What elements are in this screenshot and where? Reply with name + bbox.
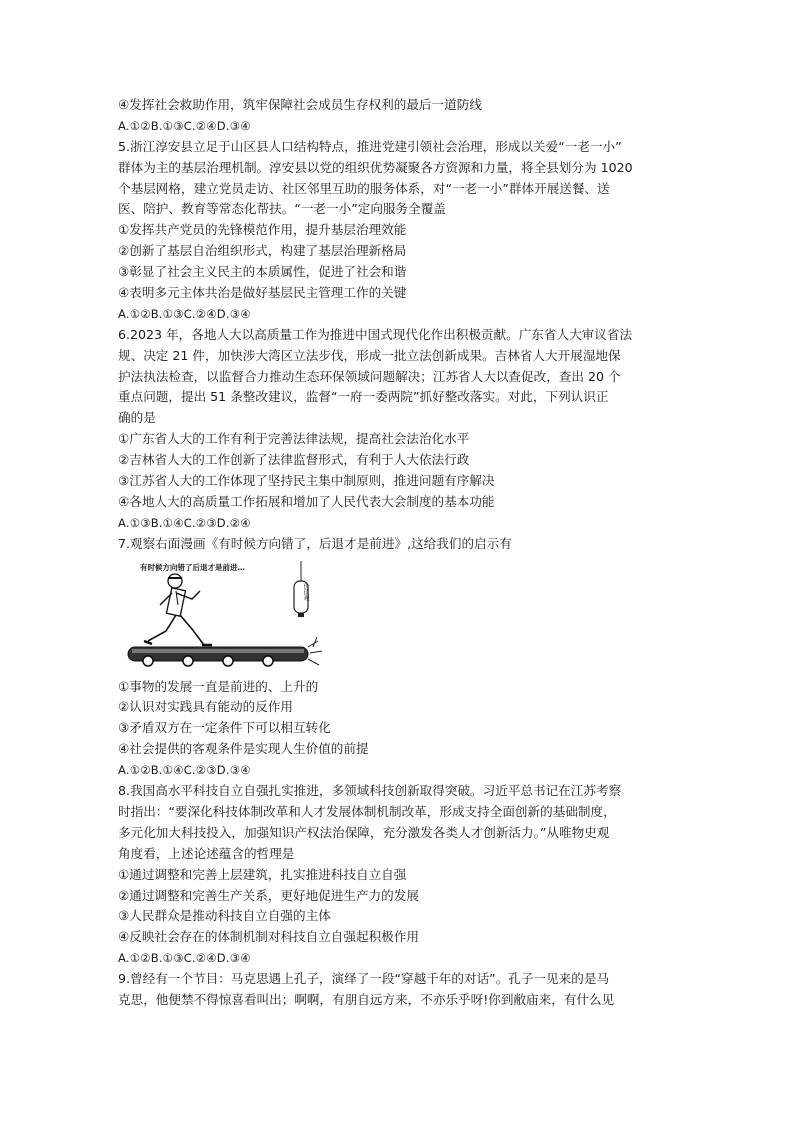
option-line: ①广东省人大的工作有利于完善法律法规，提高社会法治化水平 — [118, 431, 470, 447]
question-6 — [118, 325, 678, 534]
answer-choices: A.①②B.①③C.②④D.③④ — [118, 306, 251, 321]
question-stem: 5.浙江淳安县立足于山区县人口结构特点，推进党建引领社会治理，形成以关爱“一老一小” — [118, 138, 622, 154]
option-line: ④表明多元主体共治是做好基层民主管理工作的关键 — [118, 285, 407, 301]
option-line: ④各地人大的高质量工作拓展和增加了人民代表大会制度的基本功能 — [118, 493, 495, 509]
question-8 — [118, 781, 678, 969]
question-stem: 角度看，上述论述蕴含的哲理是 — [118, 845, 295, 861]
option-line: ②吉林省人大的工作创新了法律监督形式，有利于人大依法行政 — [118, 452, 470, 468]
exam-page — [118, 95, 678, 1011]
question-4-tail — [118, 95, 678, 137]
question-stem: 确的是 — [118, 410, 156, 426]
option-line: ②认识对实践具有能动的反作用 — [118, 699, 294, 715]
option-line: ④社会提供的客观条件是实现人生价值的前提 — [118, 741, 369, 757]
option-line: ④发挥社会救助作用，筑牢保障社会成员生存权利的最后一道防线 — [118, 97, 482, 112]
question-7 — [118, 534, 678, 781]
cartoon-drawing — [118, 561, 328, 671]
option-line: ③江苏省人大的工作体现了坚持民主集中制原则，推进问题有序解决 — [118, 473, 495, 489]
option-line: ①通过调整和完善上层建筑，扎实推进科技自立自强 — [118, 866, 407, 882]
question-stem: 8.我国高水平科技自立自强扎实推进，多领域科技创新取得突破。习近平总书记在江苏考察 — [118, 783, 622, 799]
cartoon-caption: 有时候方向错了后退才是前进… — [140, 562, 245, 572]
answer-choices: A.①②B.①③C.②④D.③④ — [118, 118, 251, 133]
answer-choices: A.①②B.①④C.②③D.③④ — [118, 763, 251, 778]
question-stem: 9.曾经有一个节目：马克思遇上孔子，演绎了一段“穿越千年的对话”。孔子一见来的是马 — [118, 971, 610, 987]
option-line: ②通过调整和完善生产关系，更好地促进生产力的发展 — [118, 887, 419, 903]
question-stem: 多元化加大科技投入，加强知识产权法治保障，充分激发各类人才创新活力。”从唯物史观 — [118, 824, 610, 840]
option-line: ④反映社会存在的体制机制对科技自立自强起积极作用 — [118, 929, 419, 945]
option-line: ①发挥共产党员的先锋模范作用，提升基层治理效能 — [118, 222, 407, 238]
option-line: ③人民群众是推动科技自立自强的主体 — [118, 908, 331, 924]
question-9 — [118, 969, 678, 1011]
question-stem: 个基层网格，建立党员走访、社区邻里互助的服务体系，对“一老一小”群体开展送餐、送 — [118, 180, 610, 196]
question-5 — [118, 137, 678, 325]
question-stem: 时指出：“要深化科技体制改革和人才发展体制机制改革，形成支持全面创新的基础制度， — [118, 803, 616, 819]
answer-choices: A.①②B.①③C.②④D.③④ — [118, 951, 251, 966]
question-stem: 7.观察右面漫画《有时候方向错了，后退才是前进》,这给我们的启示有 — [118, 535, 512, 551]
question-stem: 克思，他便禁不得惊喜看叫出；啊啊，有朋自远方来，不亦乐乎呀!你到敝庙来，有什么见 — [118, 991, 615, 1007]
option-line: ②创新了基层自治组织形式，构建了基层治理新格局 — [118, 243, 407, 259]
answer-choices: A.①③B.①④C.②③D.②④ — [118, 515, 251, 530]
question-stem: 护法执法检查，以监督合力推动生态环保领域问题解决；江苏省人大以查促改，查出 20 个 — [118, 368, 621, 384]
question-stem: 规、决定 21 件，加快涉大湾区立法步伐，形成一批立法创新成果。吉林省人大开展湿地保 — [118, 347, 621, 363]
option-line: ③彰显了社会主义民主的本质属性，促进了社会和谐 — [118, 264, 407, 280]
question-stem: 群体为主的基层治理机制。淳安县以党的组织优势凝聚各方资源和力量，将全县划分为 1020 — [118, 159, 633, 175]
option-line: ①事物的发展一直是前进的、上升的 — [118, 678, 319, 694]
cartoon-illustration — [118, 561, 328, 671]
cartoon-sign-text: 价值观 — [302, 582, 309, 601]
question-stem: 医、陪护、教育等常态化帮扶。“一老一小”定向服务全覆盖 — [118, 201, 446, 217]
question-stem: 6.2023 年，各地人大以高质量工作为推进中国式现代化作出积极贡献。广东省人大审议省法 — [118, 326, 633, 342]
option-line: ③矛盾双方在一定条件下可以相互转化 — [118, 720, 331, 736]
question-stem: 重点问题，提出 51 条整改建议，监督“一府一委两院”抓好整改落实。对此，下列认识正 — [118, 389, 609, 405]
